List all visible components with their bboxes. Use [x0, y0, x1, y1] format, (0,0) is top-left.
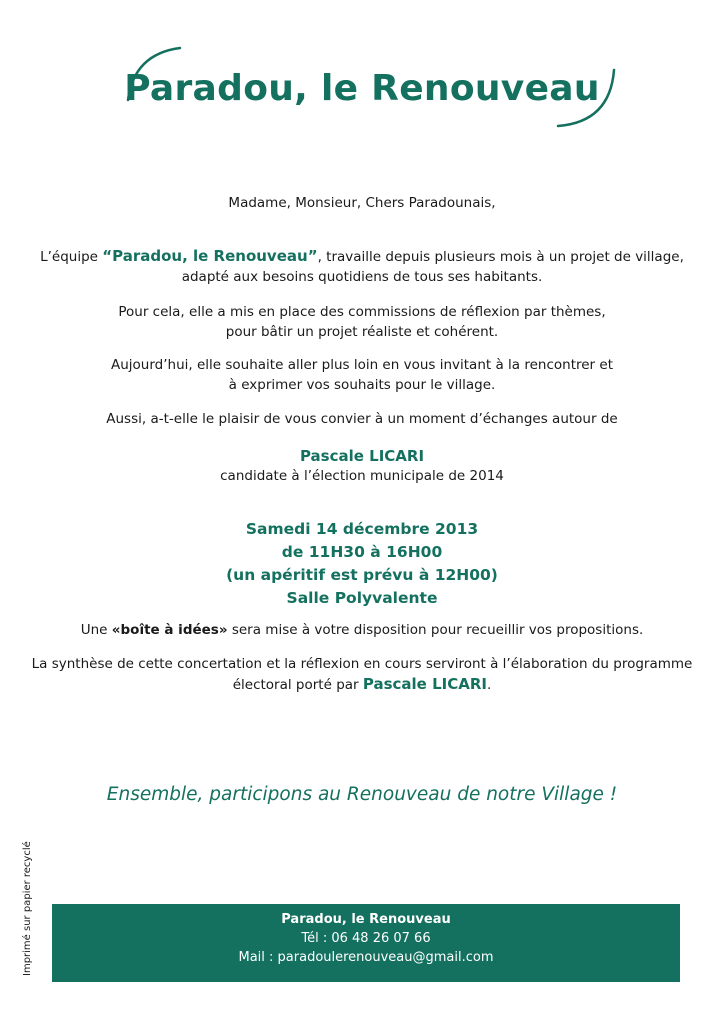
letter-paragraph-4	[20, 409, 704, 429]
candidate-block	[20, 446, 704, 486]
p3-line1: Aujourd’hui, elle souhaite aller plus loin en vous invitant à la rencontrer et	[111, 357, 613, 373]
synth-line2-suffix: .	[486, 677, 492, 693]
slogan: Ensemble, participons au Renouveau de notre Village !	[106, 784, 618, 805]
event-date: Samedi 14 décembre 2013	[245, 520, 479, 538]
box-label: «boîte à idées»	[111, 622, 228, 638]
logo-title: Paradou, le Renouveau	[124, 68, 600, 109]
synth-line2-prefix: électoral porté par	[232, 677, 363, 693]
footer-name: Paradou, le Renouveau	[281, 912, 451, 927]
event-details	[0, 518, 724, 610]
letter-paragraph-3	[20, 355, 704, 395]
candidate-role: candidate à l’élection municipale de 2014	[220, 468, 504, 484]
p2-line2: pour bâtir un projet réaliste et cohérent.	[225, 324, 499, 340]
synth-line1: La synthèse de cette concertation et la réflexion en cours serviront à l’élaboration du programme	[31, 656, 693, 672]
p2-line1: Pour cela, elle a mis en place des commissions de réflexion par thèmes,	[118, 304, 606, 320]
recycled-paper-note: Imprimé sur papier recyclé	[22, 841, 33, 976]
letter-greeting	[20, 193, 704, 213]
synth-name: Pascale LICARI	[362, 675, 487, 693]
box-suffix: sera mise à votre disposition pour recueillir vos propositions.	[227, 622, 644, 638]
footer-phone: Tél : 06 48 26 07 66	[301, 931, 431, 946]
p1-brand: “Paradou, le Renouveau”	[102, 247, 318, 265]
letter-paragraph-1	[20, 246, 704, 287]
p1-prefix: L’équipe	[40, 249, 103, 265]
p1-suffix: , travaille depuis plusieurs mois à un projet de village,	[317, 249, 684, 265]
p4-text: Aussi, a-t-elle le plaisir de vous convier à un moment d’échanges autour de	[106, 411, 618, 427]
event-hours: de 11H30 à 16H00	[281, 543, 443, 561]
event-aperitif: (un apéritif est prévu à 12H00)	[226, 566, 498, 584]
idea-box-paragraph	[20, 620, 704, 640]
candidate-name: Pascale LICARI	[299, 447, 425, 465]
footer-contact-box	[52, 904, 680, 982]
synthesis-paragraph	[20, 654, 704, 695]
greeting-text: Madame, Monsieur, Chers Paradounais,	[228, 195, 496, 211]
letter-paragraph-2	[20, 302, 704, 342]
box-prefix: Une	[80, 622, 112, 638]
p1-line2: adapté aux besoins quotidiens de tous ses habitants.	[181, 269, 543, 285]
footer-mail[interactable]: Mail : paradoulerenouveau@gmail.com	[238, 950, 494, 965]
p3-line2: à exprimer vos souhaits pour le village.	[228, 377, 496, 393]
event-place: Salle Polyvalente	[286, 589, 438, 607]
